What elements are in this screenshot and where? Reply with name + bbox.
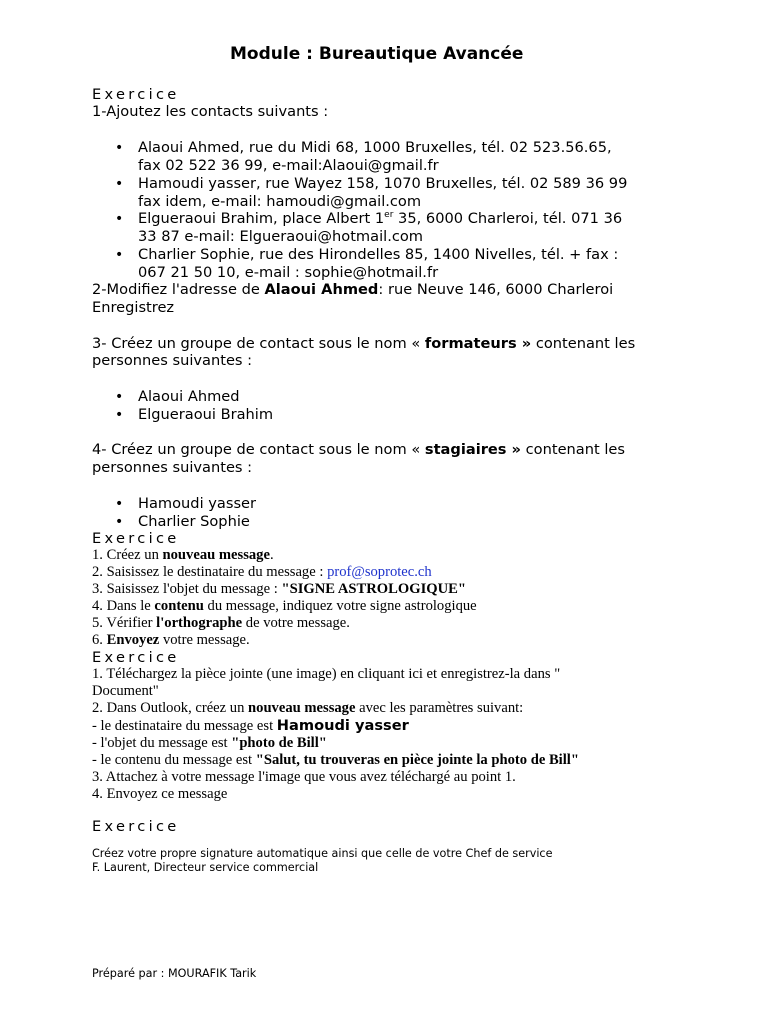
task-subject-text: - l'objet du message est <box>92 735 232 751</box>
q3-group: formateurs » <box>424 335 532 352</box>
q4-member: Hamoudi yasser <box>138 495 257 512</box>
q4-group: stagiaires » <box>424 441 521 458</box>
contact-2-line1: Hamoudi yasser, rue Wayez 158, 1070 Bruxelles, tél. 02 589 36 99 <box>138 175 628 192</box>
signature-instruction-line2: F. Laurent, Directeur service commercial <box>92 861 319 874</box>
q4-member: Charlier Sophie <box>138 513 250 530</box>
bullet-icon: • <box>115 407 124 423</box>
task-subject-bold: "photo de Bill" <box>231 735 327 751</box>
step-5-bold: l'orthographe <box>156 615 243 631</box>
task-recipient-text: - le destinataire du message est <box>92 718 277 734</box>
contact-1-line1: Alaoui Ahmed, rue du Midi 68, 1000 Bruxelles, tél. 02 523.56.65, <box>138 139 612 156</box>
step-2 <box>92 564 432 581</box>
question-3-line1 <box>92 335 635 353</box>
contact-3-line1 <box>138 210 622 228</box>
recipient-email-link[interactable]: prof@soprotec.ch <box>327 564 432 580</box>
q4-prefix: 4- Créez un groupe de contact sous le nom « <box>92 441 425 458</box>
footer-author: Préparé par : MOURAFIK Tarik <box>92 967 257 980</box>
q3-member: Elgueraoui Brahim <box>138 406 274 423</box>
q3-suffix: contenant les <box>531 335 636 352</box>
task-recipient-name: Hamoudi yasser <box>276 717 409 734</box>
q2-suffix: : rue Neuve 146, 6000 Charleroi <box>378 281 614 298</box>
exercise-heading-2: Exercice <box>92 530 180 547</box>
step-4-bold: contenu <box>154 598 204 614</box>
task-2-text: 2. Dans Outlook, créez un <box>92 700 249 716</box>
contact-3-text-b: 35, 6000 Charleroi, tél. 071 36 <box>393 210 623 227</box>
step-1 <box>92 547 274 564</box>
bullet-icon: • <box>115 496 124 512</box>
step-2-text: 2. Saisissez le destinataire du message : <box>92 564 328 580</box>
step-4-text: 4. Dans le <box>92 598 155 614</box>
task-content-text: - le contenu du message est <box>92 752 256 768</box>
task-recipient <box>92 717 409 735</box>
q2-prefix: 2-Modifiez l'adresse de <box>92 281 265 298</box>
bullet-icon: • <box>115 514 124 530</box>
question-4-line1 <box>92 441 625 459</box>
task-content <box>92 752 579 769</box>
step-1-text: 1. Créez un <box>92 547 163 563</box>
question-3-line2: personnes suivantes : <box>92 352 253 369</box>
q2-name: Alaoui Ahmed <box>264 281 379 298</box>
step-5-end: de votre message. <box>242 615 350 631</box>
bullet-icon: • <box>115 247 124 263</box>
question-2-line2: Enregistrez <box>92 299 175 316</box>
bullet-icon: • <box>115 176 124 192</box>
task-content-bold: "Salut, tu trouveras en pièce jointe la photo de Bill" <box>255 752 579 768</box>
contact-2-line2: fax idem, e-mail: hamoudi@gmail.com <box>138 193 422 210</box>
step-6 <box>92 632 250 649</box>
task-2-bold: nouveau message <box>248 700 356 716</box>
step-6-end: votre message. <box>159 632 250 648</box>
q3-member: Alaoui Ahmed <box>138 388 240 405</box>
signature-instruction-line1: Créez votre propre signature automatique ainsi que celle de votre Chef de service <box>92 847 553 860</box>
step-3-text: 3. Saisissez l'objet du message : <box>92 581 282 597</box>
task-4: 4. Envoyez ce message <box>92 786 228 802</box>
page-title: Module : Bureautique Avancée <box>230 44 524 64</box>
step-6-text: 6. <box>92 632 107 648</box>
contact-3-line2: 33 87 e-mail: Elgueraoui@hotmail.com <box>138 228 423 245</box>
task-2 <box>92 700 523 717</box>
contact-4-line2: 067 21 50 10, e-mail : sophie@hotmail.fr <box>138 264 439 281</box>
step-4-end: du message, indiquez votre signe astrologique <box>203 598 477 614</box>
question-2-line1 <box>92 281 613 299</box>
step-3 <box>92 581 466 598</box>
exercise-1-intro: 1-Ajoutez les contacts suivants : <box>92 103 329 120</box>
exercise-heading-3: Exercice <box>92 649 180 666</box>
step-4 <box>92 598 477 615</box>
contact-3-superscript: er <box>384 210 394 220</box>
contact-4-line1: Charlier Sophie, rue des Hirondelles 85, 1400 Nivelles, tél. + fax : <box>138 246 619 263</box>
task-1-line1: 1. Téléchargez la pièce jointe (une image) en cliquant ici et enregistrez-la dans " <box>92 666 561 682</box>
step-5-text: 5. Vérifier <box>92 615 157 631</box>
step-6-bold: Envoyez <box>106 632 160 648</box>
exercise-heading-1: Exercice <box>92 86 180 103</box>
task-1-line2: Document" <box>92 683 159 699</box>
contact-1-line2: fax 02 522 36 99, e-mail:Alaoui@gmail.fr <box>138 157 439 174</box>
task-2-end: avec les paramètres suivant: <box>355 700 524 716</box>
step-1-end: . <box>269 547 274 563</box>
step-1-bold: nouveau message <box>162 547 270 563</box>
task-3: 3. Attachez à votre message l'image que vous avez téléchargé au point 1. <box>92 769 516 785</box>
bullet-icon: • <box>115 389 124 405</box>
q3-prefix: 3- Créez un groupe de contact sous le nom « <box>92 335 425 352</box>
bullet-icon: • <box>115 140 124 156</box>
question-4-line2: personnes suivantes : <box>92 459 253 476</box>
q4-suffix: contenant les <box>521 441 625 458</box>
task-subject <box>92 735 327 752</box>
step-3-bold: "SIGNE ASTROLOGIQUE" <box>281 581 466 597</box>
bullet-icon: • <box>115 211 124 227</box>
contact-3-text-a: Elgueraoui Brahim, place Albert 1 <box>138 210 385 227</box>
step-5 <box>92 615 350 632</box>
exercise-heading-4: Exercice <box>92 818 180 835</box>
